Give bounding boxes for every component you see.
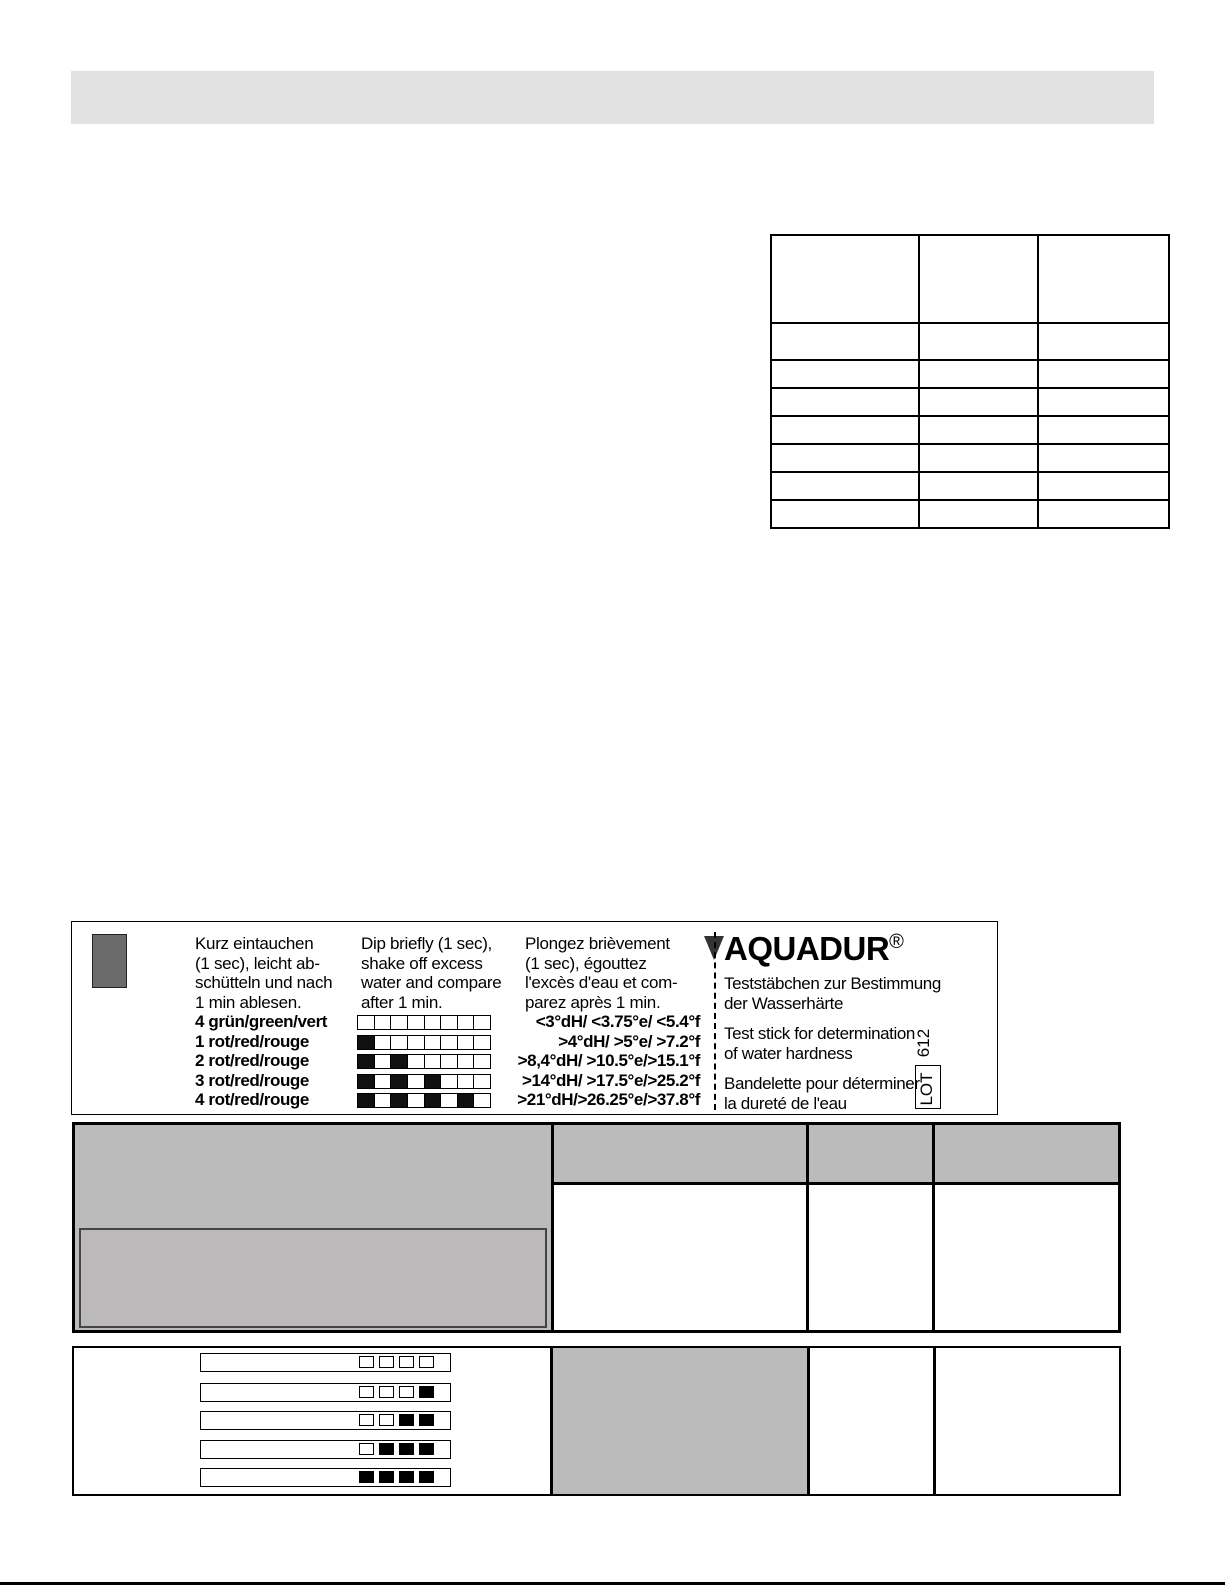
color-strip [357, 1074, 491, 1089]
strip-square [441, 1016, 458, 1029]
table-cell [919, 323, 1038, 360]
strip-square [441, 1055, 458, 1068]
column-header [554, 1125, 806, 1185]
result-column [935, 1125, 1118, 1330]
table-cell [771, 500, 919, 528]
scale-square [379, 1414, 394, 1426]
scale-square [399, 1414, 414, 1426]
instructions-french: Plongez brièvement (1 sec), égouttez l'excès d'eau et com- parez après 1 min. [525, 934, 678, 1012]
scale-square [359, 1386, 374, 1398]
brand-desc-french: Bandelette pour déterminer la dureté de l'eau [724, 1074, 920, 1113]
scale-row [200, 1383, 451, 1402]
table-cell [919, 444, 1038, 472]
legend-label: 2 rot/red/rouge [195, 1051, 309, 1070]
scale-square [399, 1386, 414, 1398]
registered-mark: ® [889, 931, 904, 953]
strip-square [458, 1055, 475, 1068]
scale-row [200, 1468, 451, 1487]
strip-square [474, 1094, 490, 1107]
scale-square [419, 1414, 434, 1426]
table-cell [771, 416, 919, 444]
strip-square [441, 1075, 458, 1088]
table-cell [919, 416, 1038, 444]
strip-square [441, 1036, 458, 1049]
brand-desc-german: Teststäbchen zur Bestimmung der Wasserhärte [724, 974, 941, 1013]
table-cell [1038, 500, 1169, 528]
scale-squares [359, 1471, 434, 1483]
table-cell [919, 235, 1038, 323]
table-cell [1038, 360, 1169, 388]
scale-square [379, 1443, 394, 1455]
table-cell [771, 472, 919, 500]
hardness-legend [195, 1012, 700, 1110]
table-cell [1038, 472, 1169, 500]
strip-square [474, 1016, 490, 1029]
scale-square [359, 1443, 374, 1455]
strip-square [458, 1075, 475, 1088]
scale-square [379, 1356, 394, 1368]
table-cell [919, 500, 1038, 528]
legend-row [195, 1090, 700, 1110]
instructions-german: Kurz eintauchen (1 sec), leicht ab- schütteln und nach 1 min ablesen. [195, 934, 333, 1012]
reading-shaded-cell [553, 1348, 810, 1494]
table-cell [919, 388, 1038, 416]
brand-name [724, 930, 903, 968]
legend-label: 1 rot/red/rouge [195, 1031, 309, 1051]
lot-number: 612 [914, 1028, 934, 1058]
lot-label: LOT [917, 1072, 936, 1106]
strip-square [391, 1075, 408, 1088]
strip-square [458, 1016, 475, 1029]
result-column [554, 1125, 809, 1330]
legend-label: 3 rot/red/rouge [195, 1070, 309, 1090]
strip-square [358, 1036, 375, 1049]
strip-square [425, 1094, 442, 1107]
scale-square [379, 1386, 394, 1398]
strip-square [408, 1075, 425, 1088]
header-bar [71, 71, 1154, 124]
strip-square [458, 1094, 475, 1107]
strip-square [474, 1036, 490, 1049]
strip-square [458, 1036, 475, 1049]
legend-value: >4°dH/ >5°e/ >7.2°f [558, 1031, 700, 1051]
brand-desc-english: Test stick for determination of water hardness [724, 1024, 915, 1063]
table-cell [771, 444, 919, 472]
legend-label: 4 grün/green/vert [195, 1012, 328, 1031]
result-table [72, 1122, 1121, 1333]
scale-square [379, 1471, 394, 1483]
strip-square [474, 1055, 490, 1068]
table-cell [1038, 323, 1169, 360]
strip-square [375, 1036, 392, 1049]
strip-square [391, 1036, 408, 1049]
legend-value: >14°dH/ >17.5°e/>25.2°f [521, 1070, 700, 1090]
lot-marking [915, 1021, 943, 1109]
table-cell [919, 472, 1038, 500]
strip-square [425, 1016, 442, 1029]
strip-square [375, 1055, 392, 1068]
scale-squares [359, 1414, 434, 1426]
column-header [809, 1125, 932, 1185]
reading-scale-cell [74, 1348, 553, 1494]
strip-square [358, 1016, 375, 1029]
legend-value: >21°dH/>26.25°e/>37.8°f [517, 1090, 700, 1109]
color-strip [357, 1015, 491, 1030]
legend-row [195, 1012, 700, 1032]
strip-square [474, 1075, 490, 1088]
scale-row [200, 1411, 451, 1430]
strip-square [391, 1094, 408, 1107]
instructions-english: Dip briefly (1 sec), shake off excess water and compare after 1 min. [361, 934, 502, 1012]
scale-row [200, 1440, 451, 1459]
scale-square [419, 1356, 434, 1368]
result-inner-box [79, 1228, 547, 1328]
reference-table [770, 234, 1170, 529]
scale-square [399, 1471, 414, 1483]
table-cell [771, 388, 919, 416]
strip-square [375, 1016, 392, 1029]
brand-text: AQUADUR [724, 930, 890, 967]
scale-squares [359, 1386, 434, 1398]
scale-row [200, 1353, 451, 1372]
strip-square [408, 1036, 425, 1049]
table-cell [1038, 416, 1169, 444]
strip-square [408, 1016, 425, 1029]
strip-square [358, 1055, 375, 1068]
scale-square [399, 1356, 414, 1368]
strip-square [425, 1055, 442, 1068]
strip-square [391, 1055, 408, 1068]
table-cell [771, 360, 919, 388]
reading-cell [810, 1348, 936, 1494]
scale-square [359, 1471, 374, 1483]
strip-square [425, 1075, 442, 1088]
strip-square [408, 1055, 425, 1068]
column-header [935, 1125, 1118, 1185]
scale-square [419, 1471, 434, 1483]
table-cell [771, 323, 919, 360]
strip-square [375, 1094, 392, 1107]
table-cell [1038, 235, 1169, 323]
strip-square [441, 1094, 458, 1107]
scale-square [419, 1386, 434, 1398]
strip-square [358, 1075, 375, 1088]
table-cell [771, 235, 919, 323]
reading-table [72, 1346, 1121, 1496]
table-cell [1038, 444, 1169, 472]
color-strip [357, 1035, 491, 1050]
dashed-divider [714, 932, 716, 1110]
legend-row [195, 1051, 700, 1071]
scale-square [359, 1414, 374, 1426]
scale-square [399, 1443, 414, 1455]
table-cell [1038, 388, 1169, 416]
scale-squares [359, 1443, 434, 1455]
color-strip [357, 1054, 491, 1069]
table-cell [919, 360, 1038, 388]
test-pad-swatch [92, 934, 127, 988]
strip-square [391, 1016, 408, 1029]
legend-value: <3°dH/ <3.75°e/ <5.4°f [535, 1012, 700, 1031]
result-column [809, 1125, 935, 1330]
legend-row [195, 1032, 700, 1052]
strip-square [408, 1094, 425, 1107]
legend-row [195, 1071, 700, 1091]
strip-square [358, 1094, 375, 1107]
scale-square [359, 1356, 374, 1368]
scale-squares [359, 1356, 434, 1368]
result-label-cell [75, 1125, 554, 1330]
strip-square [375, 1075, 392, 1088]
aquadur-label [71, 921, 998, 1115]
strip-square [425, 1036, 442, 1049]
color-strip [357, 1093, 491, 1108]
scale-square [419, 1443, 434, 1455]
legend-value: >8,4°dH/ >10.5°e/>15.1°f [517, 1051, 700, 1070]
legend-label: 4 rot/red/rouge [195, 1090, 309, 1109]
